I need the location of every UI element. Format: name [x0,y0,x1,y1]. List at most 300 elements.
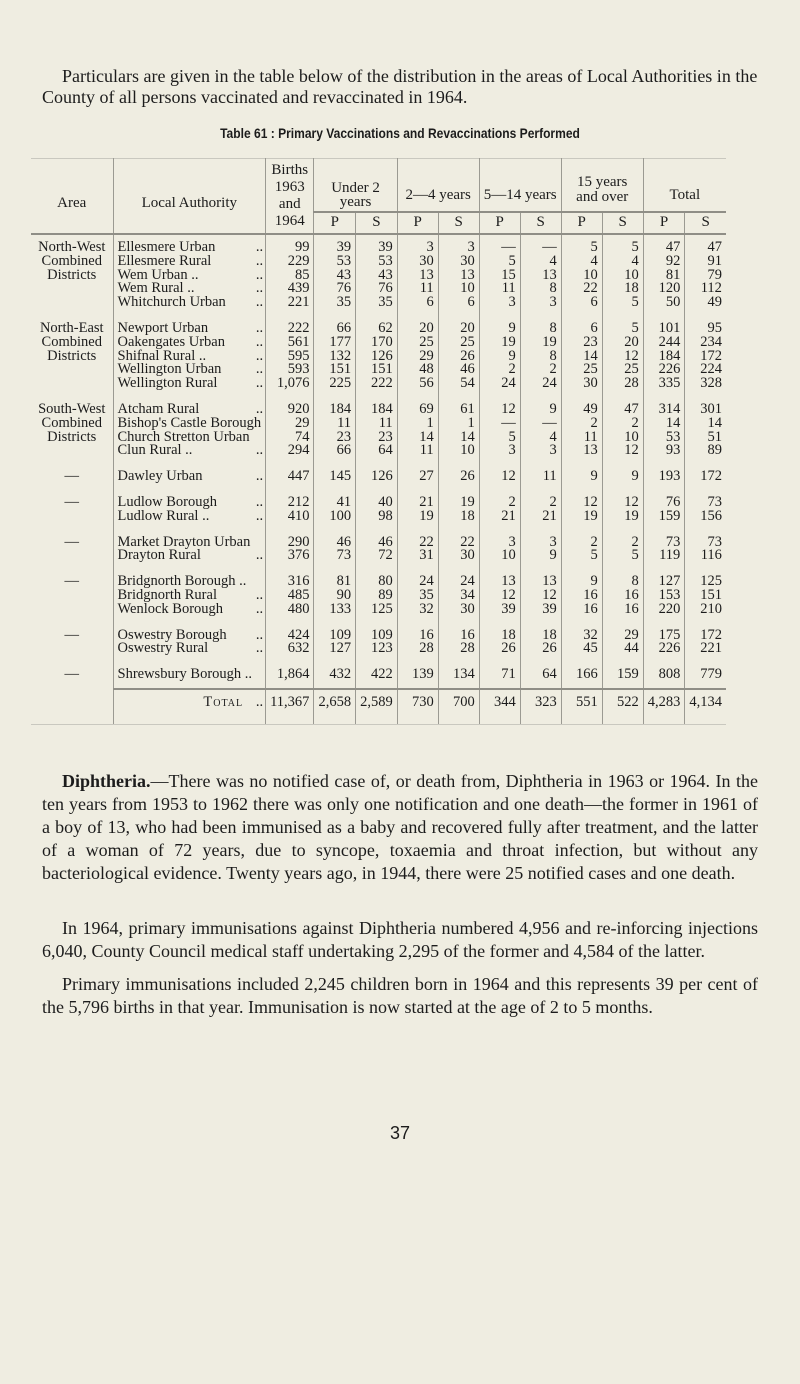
count-value: — [479,241,520,255]
count-value: 20 [602,336,643,350]
count-value: 13 [520,575,561,589]
count-value: 35 [397,589,438,603]
count-value: 26 [438,350,479,364]
local-authority-text: Wem Rural .. [117,280,195,297]
count-value: 2 [520,363,561,377]
local-authority-text: Wellington Rural [117,375,218,392]
local-authority-text: Wem Urban .. [117,266,199,283]
count-value: 98 [356,510,398,524]
local-authority-name [113,600,266,617]
count-value: 27 [397,470,438,484]
leader-dots: .. [255,468,264,485]
count-value: 14 [685,417,726,431]
count-value: 56 [397,377,438,391]
births-value: 593 [266,363,314,377]
count-value: 18 [479,629,520,643]
count-value: 21 [520,510,561,524]
local-authority-text: Church Stretton Urban [117,428,250,445]
intro-paragraph: Particulars are given in the table below of the distribution in the areas of Local Authorities in the County of all persons vaccinated and revaccinated in 1964. [42,66,758,107]
births-value: 85 [266,269,314,283]
count-value: 76 [356,282,398,296]
local-authority-text: Newport Urban [117,319,209,336]
count-value: 127 [314,642,356,656]
header-under-2: Under 2 years [314,159,397,213]
count-value: 234 [685,336,726,350]
leader-dots: .. [255,347,264,364]
count-value: 23 [356,431,398,445]
count-value: 9 [561,575,602,589]
count-value: 19 [602,510,643,524]
count-value: 132 [314,350,356,364]
births-value: 221 [266,296,314,310]
births-value: 1,864 [266,668,314,682]
table-row [31,549,726,563]
count-value: 25 [602,363,643,377]
body-paragraph [42,973,758,1019]
table-row [31,510,726,524]
count-value: 20 [397,322,438,336]
count-value: 10 [438,282,479,296]
count-value: 39 [314,241,356,255]
count-value: 3 [520,296,561,310]
count-value: 22 [397,536,438,550]
births-value: 212 [266,496,314,510]
births-value: 561 [266,336,314,350]
count-value: — [479,417,520,431]
leader-dots: .. [255,640,264,657]
leader-dots: .. [255,280,264,297]
table-row [31,668,726,682]
header-s: S [520,212,561,234]
local-authority-text: Shrewsbury Borough .. [117,666,253,683]
count-value: 30 [438,255,479,269]
count-value: 19 [438,496,479,510]
count-value: 18 [602,282,643,296]
count-value: 10 [479,549,520,563]
count-value: 120 [643,282,685,296]
count-value: 13 [438,269,479,283]
local-authority-text: Bishop's Castle Borough [117,414,262,431]
header-p: P [479,212,520,234]
leader-dots: .. [255,547,264,564]
births-value: 316 [266,575,314,589]
table-caption: Table 61 : Primary Vaccinations and Revaccinations Performed [220,125,580,141]
count-value: 5 [602,241,643,255]
count-value: 53 [356,255,398,269]
count-value: 23 [561,336,602,350]
area-label: — [64,493,79,510]
count-value: 46 [314,536,356,550]
count-value: 26 [520,642,561,656]
header-s: S [356,212,398,234]
count-value: 175 [643,629,685,643]
count-value: 11 [397,282,438,296]
count-value: 1 [397,417,438,431]
local-authority-text: Market Drayton Urban [117,533,251,550]
count-value: 172 [685,350,726,364]
leader-dots: .. [255,294,264,311]
total-label-text: Total [203,693,244,710]
count-value: 3 [520,536,561,550]
count-value: 73 [685,536,726,550]
local-authority-text: Drayton Rural [117,547,201,564]
count-value: 13 [479,575,520,589]
count-value: 26 [438,470,479,484]
count-value: 3 [520,444,561,458]
local-authority-text: Clun Rural .. [117,442,193,459]
count-value: 49 [561,403,602,417]
count-value: 14 [397,431,438,445]
count-value: 31 [397,549,438,563]
count-value: 226 [643,642,685,656]
count-value: 64 [520,668,561,682]
count-value: 3 [438,241,479,255]
local-authority-name [113,377,266,391]
count-value: 14 [561,350,602,364]
header-15-over: 15 years and over [561,159,643,213]
count-value: 13 [561,444,602,458]
count-value: 116 [685,549,726,563]
count-value: 30 [397,255,438,269]
count-value: 6 [438,296,479,310]
total-area-blank [31,689,113,724]
count-value: 12 [520,589,561,603]
count-value: 73 [643,536,685,550]
births-value: 376 [266,549,314,563]
local-authority-name [113,642,266,656]
count-value: 81 [643,269,685,283]
count-value: 12 [561,496,602,510]
vaccinations-table [31,158,726,725]
count-value: 47 [685,241,726,255]
table-row [31,470,726,484]
count-value: 6 [397,296,438,310]
count-value: 14 [643,417,685,431]
count-value: 328 [685,377,726,391]
count-value: 8 [520,322,561,336]
count-value: 9 [520,549,561,563]
count-value: 72 [356,549,398,563]
count-value: 80 [356,575,398,589]
count-value: 225 [314,377,356,391]
area-label: — [64,468,79,485]
count-value: 16 [397,629,438,643]
count-value: 3 [479,444,520,458]
count-value: 139 [397,668,438,682]
count-value: 71 [479,668,520,682]
area-label: — [64,573,79,590]
count-value: 26 [479,642,520,656]
count-value: 8 [520,350,561,364]
area-label: — [64,626,79,643]
count-value: 18 [520,629,561,643]
total-value: 2,589 [356,689,398,724]
count-value: 8 [520,282,561,296]
total-value: 551 [561,689,602,724]
count-value: 35 [356,296,398,310]
count-value: 45 [561,642,602,656]
count-value: 170 [356,336,398,350]
count-value: 49 [685,296,726,310]
count-value: 25 [561,363,602,377]
total-value: 730 [397,689,438,724]
header-local-authority: Local Authority [113,159,266,235]
count-value: 2 [561,417,602,431]
count-value: 28 [602,377,643,391]
count-value: 5 [479,255,520,269]
count-value: 11 [561,431,602,445]
header-area: Area [31,159,113,235]
body-paragraph [42,917,758,963]
count-value: 24 [520,377,561,391]
count-value: 151 [356,363,398,377]
count-value: 12 [479,470,520,484]
leader-dots: .. [255,693,264,710]
header-p: P [314,212,356,234]
count-value: 16 [561,589,602,603]
count-value: 39 [356,241,398,255]
count-value: 1 [438,417,479,431]
count-value: 28 [438,642,479,656]
count-value: 50 [643,296,685,310]
leader-dots: .. [255,266,264,283]
count-value: 61 [438,403,479,417]
header-s: S [685,212,726,234]
count-value: 32 [397,603,438,617]
count-value: 2 [561,536,602,550]
local-authority-text: Atcham Rural [117,400,200,417]
count-value: 222 [356,377,398,391]
diphtheria-paragraph [42,770,758,885]
count-value: 335 [643,377,685,391]
count-value: 193 [643,470,685,484]
count-value: 12 [602,350,643,364]
count-value: 28 [397,642,438,656]
count-value: 16 [602,589,643,603]
count-value: 11 [479,282,520,296]
births-value: 439 [266,282,314,296]
count-value: 5 [479,431,520,445]
count-value: 4 [520,255,561,269]
count-value: 153 [643,589,685,603]
paragraph-text: —There was no notified case of, or death from, Diphtheria in 1963 or 1964. In the ten years from 1953 to 1962 there was only one notification and one death—the former in 1961 of a boy of 13, who had been immunised as a baby and recovered fully after treatment, and the latter of a woman of 72 years, due to syncope, toxaemia and throat infection, but without any bacteriological evidence. Twenty years ago, in 1944, there were 25 notified cases and one death. [42,771,758,883]
count-value: 89 [356,589,398,603]
count-value: 24 [397,575,438,589]
count-value: 91 [685,255,726,269]
count-value: 14 [438,431,479,445]
count-value: 40 [356,496,398,510]
count-value: 314 [643,403,685,417]
count-value: 172 [685,629,726,643]
count-value: 177 [314,336,356,350]
count-value: 12 [602,496,643,510]
count-value: 66 [314,322,356,336]
leader-dots: .. [255,252,264,269]
count-value: 151 [685,589,726,603]
count-value: 11 [314,417,356,431]
leader-dots: .. [255,586,264,603]
count-value: 16 [561,603,602,617]
total-value: 700 [438,689,479,724]
births-value: 595 [266,350,314,364]
births-value: 294 [266,444,314,458]
count-value: 3 [479,536,520,550]
total-value: 522 [602,689,643,724]
count-value: 101 [643,322,685,336]
count-value: 25 [438,336,479,350]
local-authority-name [113,668,266,682]
table-row [31,603,726,617]
count-value: 184 [314,403,356,417]
count-value: 35 [314,296,356,310]
count-value: 12 [479,403,520,417]
header-p: P [643,212,685,234]
count-value: 90 [314,589,356,603]
header-p: P [397,212,438,234]
count-value: 22 [561,282,602,296]
count-value: 11 [397,444,438,458]
count-value: 6 [561,296,602,310]
count-value: 4 [520,431,561,445]
count-value: 16 [602,603,643,617]
count-value: 30 [438,603,479,617]
count-value: 2 [602,417,643,431]
count-value: 10 [438,444,479,458]
count-value: 43 [314,269,356,283]
count-value: 9 [479,350,520,364]
paragraph-text: Primary immunisations included 2,245 children born in 1964 and this represents 39 per cent of the 5,796 births in that year. Immunisation is now started at the age of 2 to 5 months. [42,974,758,1017]
local-authority-text: Whitchurch Urban [117,294,226,311]
count-value: 54 [438,377,479,391]
local-authority-text: Ludlow Borough [117,493,217,510]
count-value: 19 [520,336,561,350]
local-authority-name [113,296,266,310]
count-value: 62 [356,322,398,336]
count-value: 109 [356,629,398,643]
count-value: 21 [479,510,520,524]
count-value: 9 [520,403,561,417]
count-value: 66 [314,444,356,458]
leader-dots: .. [255,493,264,510]
count-value: 224 [685,363,726,377]
count-value: 226 [643,363,685,377]
local-authority-text: Bridgnorth Borough .. [117,573,247,590]
paragraph-lead: Diphtheria. [62,771,151,791]
area-label: — [64,666,79,683]
leader-dots: .. [255,600,264,617]
table-row [31,377,726,391]
count-value: 30 [438,549,479,563]
count-value: 12 [602,444,643,458]
births-value: 632 [266,642,314,656]
count-value: 24 [438,575,479,589]
count-value: 156 [685,510,726,524]
count-value: 112 [685,282,726,296]
total-births: 11,367 [266,689,314,724]
local-authority-text: Ellesmere Rural [117,252,212,269]
local-authority-text: Bridgnorth Rural [117,586,217,603]
local-authority-text: Ellesmere Urban [117,239,216,255]
births-value: 1,076 [266,377,314,391]
count-value: 29 [397,350,438,364]
count-value: 19 [397,510,438,524]
count-value: 41 [314,496,356,510]
count-value: 89 [685,444,726,458]
count-value: 244 [643,336,685,350]
count-value: 10 [602,431,643,445]
header-total: Total [643,159,726,213]
area-label: North-East Combined Districts [39,319,104,364]
header-p: P [561,212,602,234]
count-value: 100 [314,510,356,524]
count-value: 24 [479,377,520,391]
births-value: 447 [266,470,314,484]
count-value: 133 [314,603,356,617]
count-value: 210 [685,603,726,617]
count-value: 93 [643,444,685,458]
count-value: 64 [356,444,398,458]
table-row [31,642,726,656]
count-value: 166 [561,668,602,682]
total-value: 2,658 [314,689,356,724]
count-value: 6 [561,322,602,336]
header-5-14: 5—14 years [479,159,561,213]
count-value: 184 [643,350,685,364]
count-value: 2 [479,496,520,510]
count-value: 73 [314,549,356,563]
count-value: 11 [356,417,398,431]
leader-dots: .. [255,239,264,255]
total-value: 4,134 [685,689,726,724]
count-value: 4 [561,255,602,269]
local-authority-text: Wenlock Borough [117,600,224,617]
count-value: 34 [438,589,479,603]
total-value: 344 [479,689,520,724]
count-value: 119 [643,549,685,563]
leader-dots: .. [255,442,264,459]
count-value: 51 [685,431,726,445]
births-value: 480 [266,603,314,617]
local-authority-name [113,470,266,484]
count-value: 21 [397,496,438,510]
count-value: 53 [643,431,685,445]
count-value: 15 [479,269,520,283]
count-value: 18 [438,510,479,524]
count-value: 76 [643,496,685,510]
count-value: 46 [356,536,398,550]
count-value: 13 [520,269,561,283]
leader-dots: .. [255,319,264,336]
header-s: S [602,212,643,234]
births-value: 410 [266,510,314,524]
births-value: 222 [266,322,314,336]
count-value: 25 [397,336,438,350]
count-value: 5 [561,241,602,255]
count-value: 808 [643,668,685,682]
count-value: 9 [602,470,643,484]
count-value: 109 [314,629,356,643]
count-value: 12 [479,589,520,603]
births-value: 29 [266,417,314,431]
count-value: 8 [602,575,643,589]
count-value: 125 [685,575,726,589]
count-value: 145 [314,470,356,484]
births-value: 99 [266,241,314,255]
count-value: 221 [685,642,726,656]
count-value: 151 [314,363,356,377]
count-value: 3 [479,296,520,310]
births-value: 74 [266,431,314,445]
